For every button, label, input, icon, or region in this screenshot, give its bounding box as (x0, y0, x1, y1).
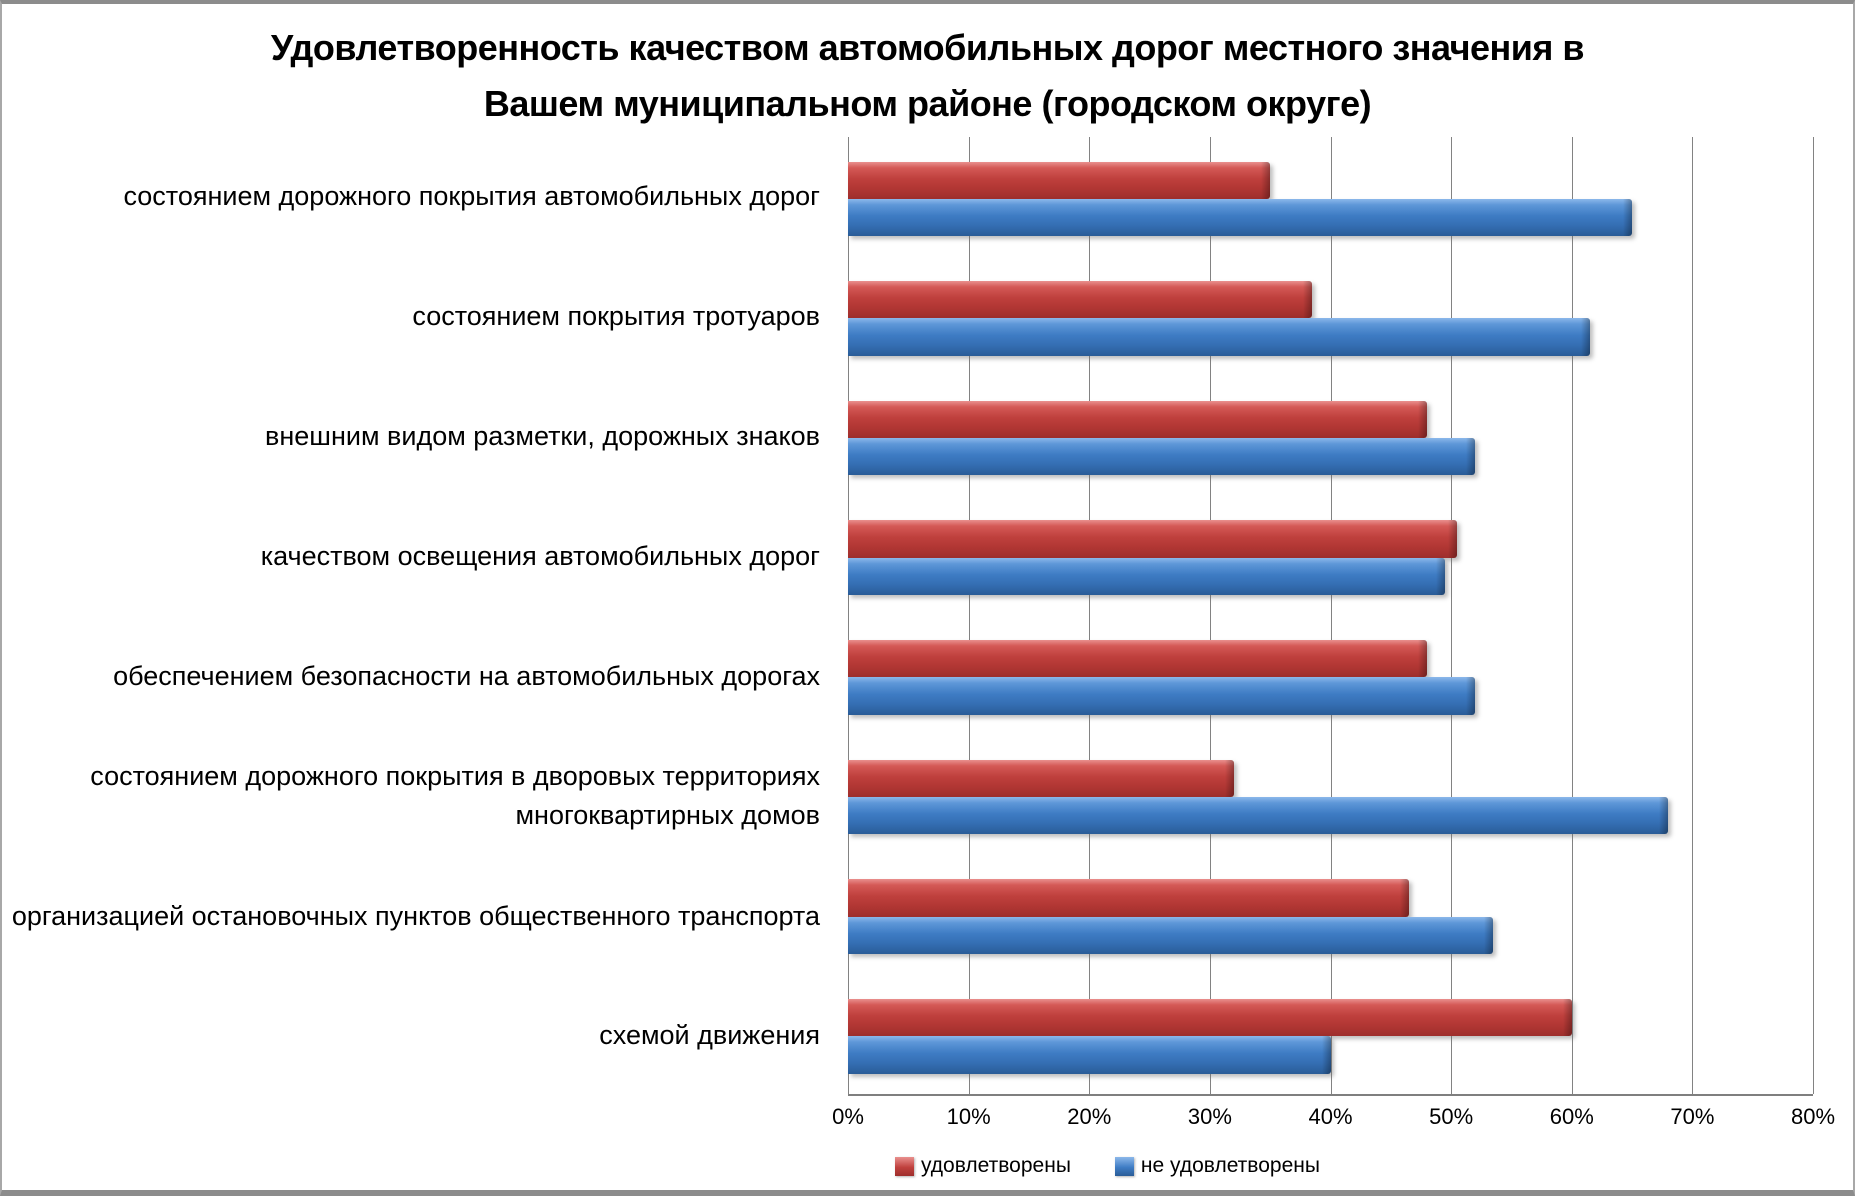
x-tick-label: 10% (946, 1104, 991, 1129)
x-axis-ticks (2, 1104, 1853, 1138)
bar-unsatisfied (848, 199, 1632, 236)
x-tick-label: 60% (1549, 1104, 1594, 1129)
bar-satisfied (848, 879, 1409, 916)
x-tick-label: 50% (1429, 1104, 1474, 1129)
category-label: внешним видом разметки, дорожных знаков (265, 421, 820, 452)
bar-unsatisfied (848, 797, 1668, 834)
category-label: состоянием покрытия тротуаров (412, 301, 820, 332)
bar-satisfied (848, 162, 1270, 199)
legend-item-satisfied (895, 1154, 1071, 1178)
bar-unsatisfied (848, 318, 1590, 355)
bar-unsatisfied (848, 917, 1493, 954)
category-label: качеством освещения автомобильных дорог (260, 540, 820, 571)
x-tick-label: 30% (1187, 1104, 1232, 1129)
chart-title-text: Удовлетворенность качеством автомобильных дорог местного значения в Вашем муниципальном районе (городском округе) (270, 27, 1585, 124)
x-tick-label: 40% (1308, 1104, 1353, 1129)
bar-unsatisfied (848, 558, 1445, 595)
category-label: состоянием дорожного покрытия в дворовых территориях многоквартирных домов (90, 761, 820, 831)
legend-label: не удовлетворены (1140, 1154, 1320, 1177)
legend-label: удовлетворены (921, 1154, 1071, 1177)
category-label: обеспечением безопасности на автомобильных дорогах (113, 660, 820, 691)
category-label: схемой движения (599, 1020, 820, 1051)
bar-unsatisfied (848, 1036, 1331, 1073)
bar-unsatisfied (848, 677, 1475, 714)
plot-area (848, 137, 1813, 1096)
gridline-70% (1692, 137, 1693, 1094)
category-label: состоянием дорожного покрытия автомобильных дорог (123, 181, 820, 212)
legend-marker-satisfied-icon (895, 1157, 914, 1176)
bar-unsatisfied (848, 438, 1475, 475)
x-tick-label: 0% (832, 1104, 864, 1129)
category-label: организацией остановочных пунктов общественного транспорта (11, 900, 820, 931)
x-tick-label: 80% (1790, 1104, 1836, 1129)
gridline-60% (1572, 137, 1573, 1094)
bar-satisfied (848, 401, 1427, 438)
legend-item-unsatisfied (1115, 1154, 1320, 1178)
legend-marker-unsatisfied-icon (1115, 1157, 1134, 1176)
legend (895, 1154, 1320, 1178)
bar-satisfied (848, 640, 1427, 677)
bar-satisfied (848, 999, 1572, 1036)
bar-satisfied (848, 520, 1457, 557)
chart-title (2, 20, 1853, 132)
x-tick-label: 20% (1067, 1104, 1112, 1129)
category-axis (2, 137, 834, 1096)
bar-satisfied (848, 281, 1312, 318)
gridline-80% (1813, 137, 1814, 1094)
bar-satisfied (848, 760, 1234, 797)
x-tick-label: 70% (1670, 1104, 1715, 1129)
